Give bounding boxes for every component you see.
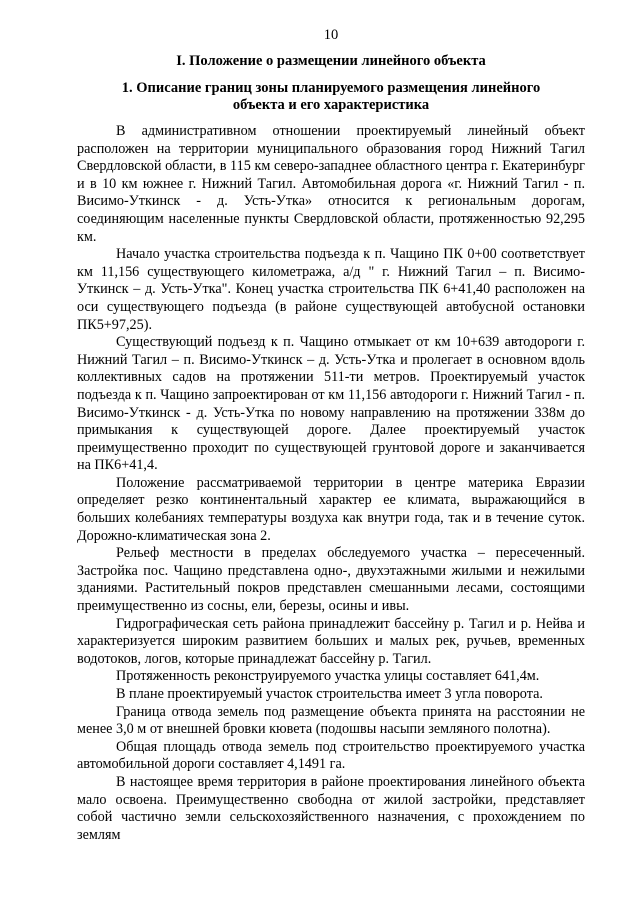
paragraph-length: Протяженность реконструируемого участка улицы составляет 641,4м. (116, 668, 540, 685)
paragraph-existing-access-road: Существующий подъезд к п. Чащино отмыкает от км 10+639 автодороги г. Нижний Тагил – п. Висимо-Уткинск – д. Усть-Утка и пролегает в основном вдоль коллективных садов на протяжении 511-ти метров. Проектируемый участок подъезда к п. Чащино запроектирован от км 11,156 автодороги г. Нижний Тагил - п. Висимо-Уткинск - д. Усть-Утка по новому направлению на протяжении 338м до примыкания к существующей дороге. Далее проектируемый участок преимущественно проходит по существующей грунтовой дороге и заканчивается на ПК6+41,4. (77, 334, 585, 474)
paragraph-relief: Рельеф местности в пределах обследуемого участка – пересеченный. Застройка пос. Чащино представлена одно-, двухэтажными жилыми и нежилыми зданиями. Растительный покров представлен смешанными лесами, состоящими преимущественно из сосны, ели, березы, осины и ивы. (77, 545, 585, 615)
paragraph-allotment-area: Общая площадь отвода земель под строительство проектируемого участка автомобильной дороги составляет 4,1491 га. (77, 738, 585, 773)
paragraph-land-allotment-boundary: Граница отвода земель под размещение объекта принята на расстоянии не менее 3,0 м от внешней бровки кювета (подошвы насыпи земляного полотна). (77, 703, 585, 738)
paragraph-current-territory: В настоящее время территория в районе проектирования линейного объекта мало освоена. Преимущественно свободна от жилой застройки, представляет собой частично земли сельскохозяйственного назначения, с прохождением по землям (77, 773, 585, 843)
subsection-title: 1. Описание границ зоны планируемого размещения линейного объекта и его характеристика (121, 80, 541, 113)
paragraph-hydrography: Гидрографическая сеть района принадлежит бассейну р. Тагил и р. Нейва и характеризуется широким развитием больших и малых рек, ручьев, временных водотоков, логов, которые принадлежат бассейну р. Тагил. (77, 615, 585, 667)
paragraph-turn-angles: В плане проектируемый участок строительства имеет 3 угла поворота. (116, 686, 543, 702)
paragraph-administrative-location: В административном отношении проектируемый линейный объект расположен на территории муниципального образования город Нижний Тагил Свердловской области, в 115 км северо-западнее областного центра г. Екатеринбург и в 10 км южнее г. Нижний Тагил. Автомобильная дорога «г. Нижний Тагил - п. Висимо-Уткинск - д. Усть-Утка» относится к региональным дорогам, соединяющим населенные пункты Свердловской области, протяженностью 92,295 км. (77, 123, 585, 245)
paragraph-climate: Положение рассматриваемой территории в центре материка Евразии определяет резко континентальный характер ее климата, выражающийся в больших колебаниях температуры воздуха как внутри года, так и в течение суток. Дорожно-климатическая зона 2. (77, 474, 585, 544)
paragraph-section-start-end: Начало участка строительства подъезда к п. Чащино ПК 0+00 соответствует км 11,156 существующего километража, а/д " г. Нижний Тагил – п. Висимо-Уткинск – д. Усть-Утка". Конец участка строительства ПК 6+41,40 расположен на оси существующего подъезда (в районе существующей автобусной остановки ПК5+97,25). (77, 246, 585, 333)
body-text (77, 123, 585, 844)
page-number: 10 (323, 27, 339, 43)
section-title: I. Положение о размещении линейного объекта (176, 53, 486, 69)
